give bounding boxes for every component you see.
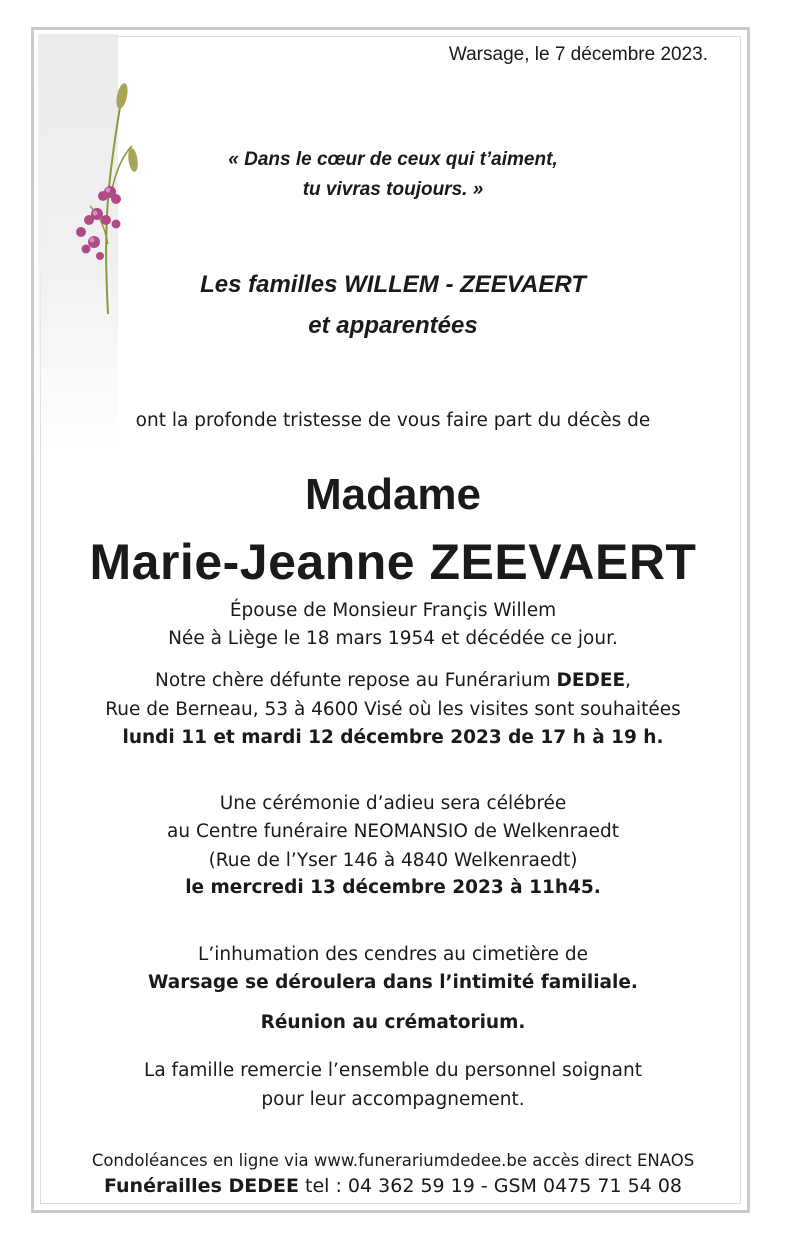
visitation-times: lundi 11 et mardi 12 décembre 2023 de 17 h à 19 h. (122, 727, 664, 748)
company-name: Funérailles DEDEE (103, 1175, 299, 1197)
reunion-line: Réunion au crématorium. (260, 1012, 526, 1033)
ceremony-line-1: Une cérémonie d’adieu sera célébrée (219, 793, 567, 814)
spouse-line: Épouse de Monsieur Françis Willem (229, 600, 557, 621)
visitation-line-1-suffix: , (625, 670, 631, 691)
birth-death-line: Née à Liège le 18 mars 1954 et décédée ce jour. (168, 628, 618, 649)
visitation-line-2: Rue de Berneau, 53 à 4600 Visé où les visites sont souhaitées (105, 699, 681, 720)
condolences-line: Condoléances en ligne via www.funerariumdedee.be accès direct ENAOS (91, 1151, 695, 1170)
families-line-1: Les familles WILLEM - ZEEVAERT (200, 271, 586, 298)
burial-line-2: Warsage se déroulera dans l’intimité familiale. (148, 972, 638, 993)
ceremony-line-2: au Centre funéraire NEOMANSIO de Welkenraedt (167, 821, 619, 842)
visitation-line-1-prefix: Notre chère défunte repose au Funérarium (154, 670, 557, 691)
quote-line-2: tu vivras toujours. » (302, 179, 484, 200)
deceased-title: Madame (304, 470, 482, 519)
contact-line (0, 1175, 786, 1197)
deceased-name: Marie-Jeanne ZEEVAERT (89, 534, 697, 590)
ceremony-line-3: (Rue de l’Yser 146 à 4840 Welkenraedt) (208, 850, 578, 871)
place-date: Warsage, le 7 décembre 2023. (448, 44, 708, 65)
phone-numbers: tel : 04 362 59 19 - GSM 0475 71 54 08 (298, 1175, 682, 1197)
ceremony-date: le mercredi 13 décembre 2023 à 11h45. (185, 877, 601, 898)
announcement-text: ont la profonde tristesse de vous faire part du décès de (135, 410, 651, 431)
families-line-2: et apparentées (308, 312, 478, 339)
quote-line-1: « Dans le cœur de ceux qui t’aiment, (228, 149, 558, 170)
funerarium-name: DEDEE (556, 670, 626, 691)
thanks-line-1: La famille remercie l’ensemble du personnel soignant (144, 1060, 642, 1081)
thanks-line-2: pour leur accompagnement. (261, 1089, 525, 1110)
visitation-line-1 (0, 666, 786, 695)
burial-line-1: L’inhumation des cendres au cimetière de (198, 944, 588, 965)
